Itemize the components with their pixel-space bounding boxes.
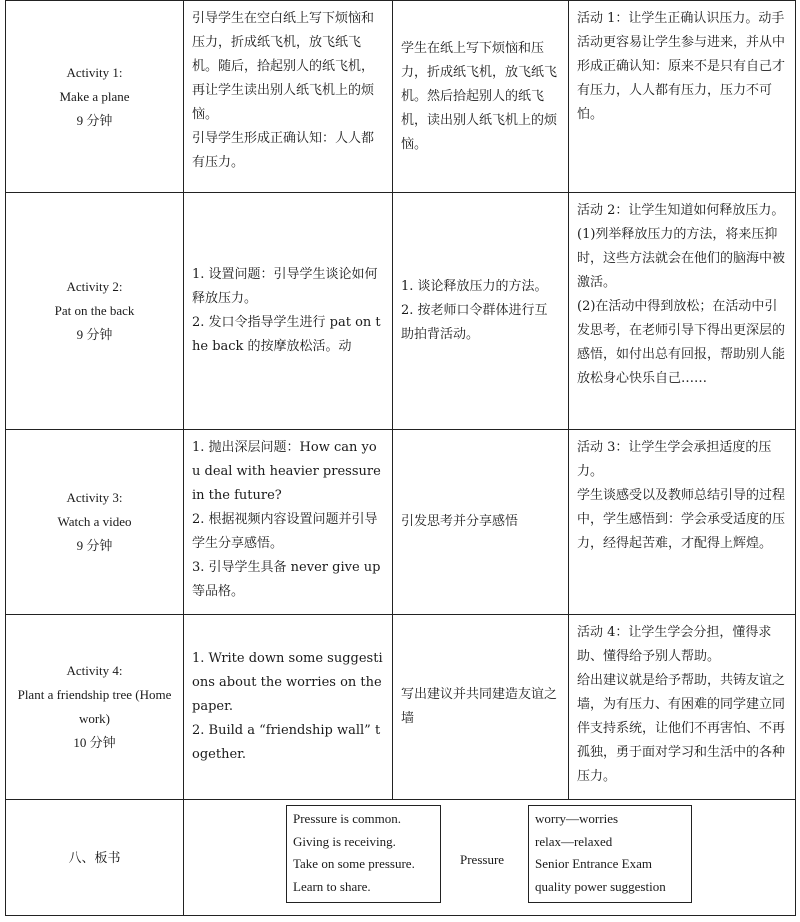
purpose-cell [569, 615, 796, 800]
teacher-activity-cell [184, 615, 393, 800]
activity-time: 9 分钟 [76, 538, 113, 553]
activity-name: Pat on the back [54, 303, 135, 318]
activity-cell [6, 615, 184, 800]
student-text: 引发思考并分享感悟 [401, 514, 519, 529]
purpose-text: (1)列举释放压力的方法，将来压抑时，这些方法就会在他们的脑海中被激活。 [577, 227, 786, 290]
activity-row-1 [6, 1, 796, 193]
teacher-activity-cell [184, 430, 393, 615]
board-phrase: Take on some pressure. [293, 856, 415, 871]
teacher-text: 2. Build a “friendship wall” together. [192, 723, 381, 762]
purpose-text: 学生谈感受以及教师总结引导的过程中，学生感悟到：学会承受适度的压力，经得起苦难，才配得上辉煌。 [577, 488, 786, 551]
board-phrase: Pressure is common. [293, 811, 401, 826]
activity-title: Activity 4: [66, 663, 123, 678]
teacher-text: 1. 设置问题：引导学生谈论如何释放压力。 [192, 267, 378, 306]
student-text: 2. 按老师口令群体进行互助拍背活动。 [401, 303, 548, 342]
teacher-text: 引导学生在空白纸上写下烦恼和压力，折成纸飞机，放飞纸飞机。随后，拾起别人的纸飞机，再让学生读出别人纸飞机上的烦恼。 [192, 11, 375, 122]
purpose-cell [569, 430, 796, 615]
teacher-activity-cell [184, 193, 393, 430]
purpose-text: 活动 4：让学生学会分担，懂得求助、懂得给予别人帮助。 [577, 625, 772, 664]
board-label-cell [6, 800, 184, 916]
purpose-text: 活动 2：让学生知道如何释放压力。 [577, 203, 785, 218]
board-vocab: quality power suggestion [535, 878, 666, 894]
teacher-text: 引导学生形成正确认知：人人都有压力。 [192, 131, 375, 170]
activity-row-4 [6, 615, 796, 800]
activity-row-3 [6, 430, 796, 615]
board-row [6, 800, 796, 916]
purpose-cell [569, 193, 796, 430]
board-left-box [286, 805, 441, 903]
activity-time: 10 分钟 [73, 735, 116, 750]
activity-name: Plant a friendship tree (Homework) [17, 687, 172, 726]
student-activity-cell [393, 615, 569, 800]
student-text: 1. 谈论释放压力的方法。 [401, 279, 548, 294]
activity-cell [6, 193, 184, 430]
activity-title: Activity 3: [66, 490, 123, 505]
board-phrase: Learn to share. [293, 878, 371, 894]
lesson-plan-table [5, 0, 796, 916]
student-activity-cell [393, 430, 569, 615]
purpose-cell [569, 1, 796, 193]
purpose-text: 活动 3：让学生学会承担适度的压力。 [577, 440, 772, 479]
activity-time: 9 分钟 [76, 327, 113, 342]
activity-time: 9 分钟 [76, 112, 113, 128]
board-center-word: Pressure [460, 852, 505, 867]
board-phrase: Giving is receiving. [293, 833, 396, 849]
board-vocab: relax—relaxed [535, 833, 613, 849]
board-label: 八、板书 [68, 849, 121, 865]
student-text: 学生在纸上写下烦恼和压力，折成纸飞机，放飞纸飞机。然后拾起别人的纸飞机，读出别人纸飞机上的烦恼。 [401, 40, 558, 152]
teacher-text: 1. Write down some suggestions about the worries on the paper. [192, 651, 383, 714]
purpose-text: (2)在活动中得到放松；在活动中引发思考，在老师引导下得出更深层的感悟，如付出总有回报，帮助别人能放松身心快乐自己…… [577, 299, 786, 386]
activity-row-2 [6, 193, 796, 430]
activity-name: Make a plane [59, 88, 130, 104]
board-vocab: Senior Entrance Exam [535, 856, 652, 871]
student-activity-cell [393, 1, 569, 193]
student-text: 写出建议并共同建造友谊之墙 [401, 687, 558, 726]
purpose-text: 活动 1：让学生正确认识压力。动手活动更容易让学生参与进来，并从中形成正确认知：原来不是只有自己才有压力，人人都有压力，压力不可怕。 [577, 11, 786, 122]
board-layout [184, 800, 795, 914]
activity-cell [6, 430, 184, 615]
board-right-box [528, 805, 692, 903]
teacher-text: 1. 抛出深层问题：How can you deal with heavier pressure in the future? [192, 440, 381, 503]
activity-title: Activity 1: [66, 64, 123, 80]
teacher-activity-cell [184, 1, 393, 193]
activity-cell [6, 1, 184, 193]
activity-title: Activity 2: [66, 279, 123, 294]
teacher-text: 2. 发口令指导学生进行 pat on the back 的按摩放松活。动 [192, 315, 381, 354]
activity-name: Watch a video [57, 514, 132, 529]
board-vocab: worry—worries [535, 811, 619, 826]
teacher-text: 2. 根据视频内容设置问题并引导学生分享感悟。 [192, 512, 378, 551]
teacher-text: 3. 引导学生具备 never give up 等品格。 [192, 560, 381, 599]
purpose-text: 给出建议就是给予帮助，共铸友谊之墙，为有压力、有困难的同学建立同伴支持系统，让他们不再害怕、不再孤独，勇于面对学习和生活中的各种压力。 [577, 673, 786, 784]
board-content-cell [184, 800, 796, 916]
student-activity-cell [393, 193, 569, 430]
